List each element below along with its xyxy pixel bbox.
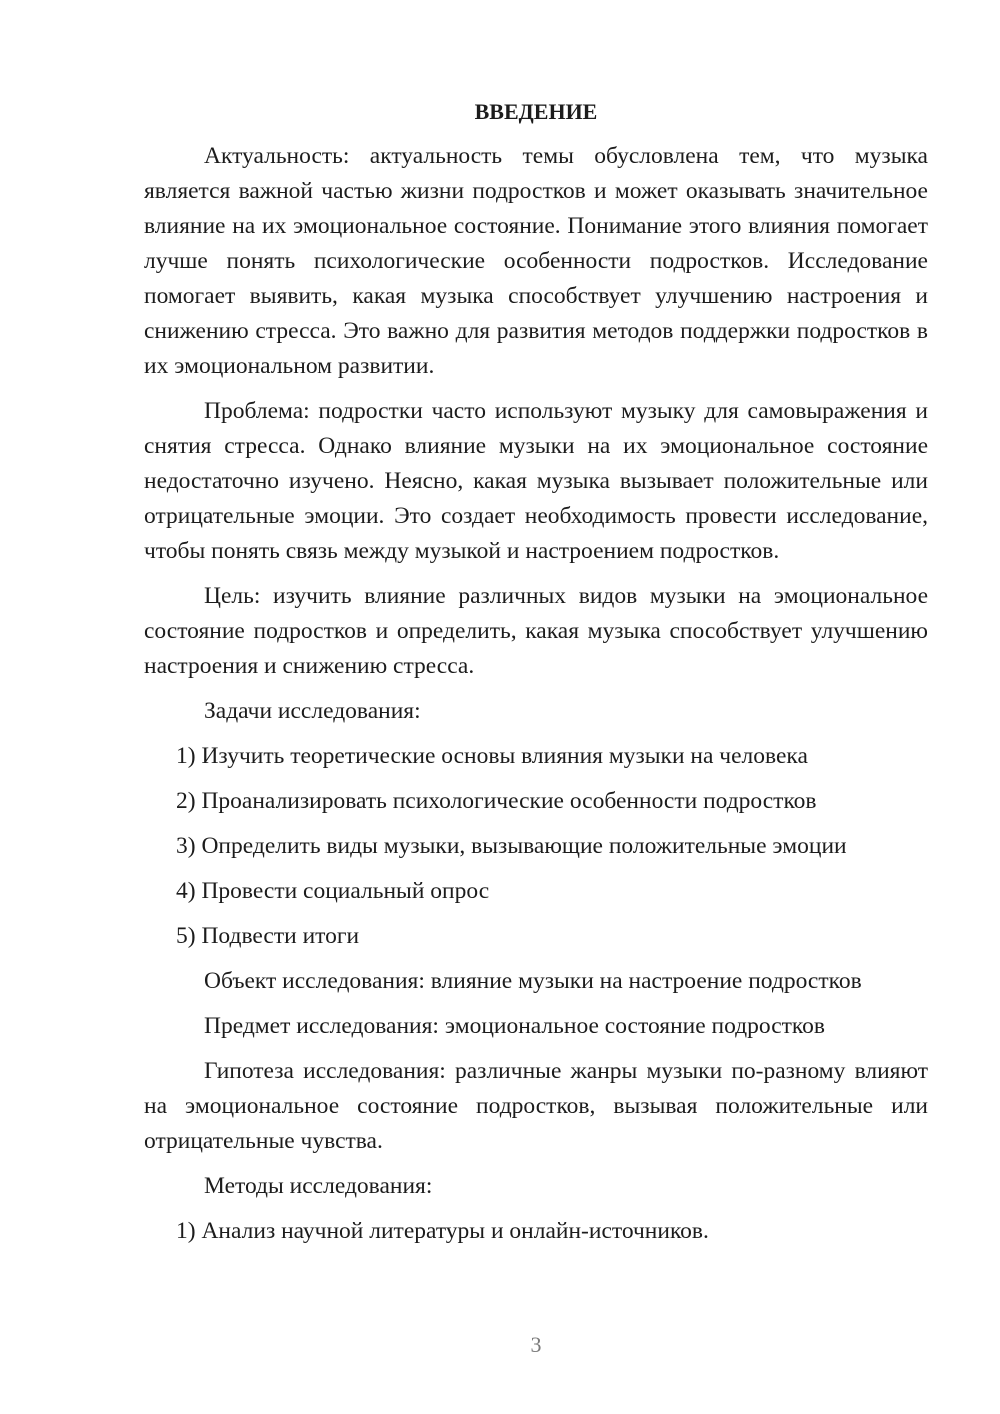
research-subject: Предмет исследования: эмоциональное состояние подростков xyxy=(204,1013,825,1039)
methods-heading: Методы исследования: xyxy=(204,1173,433,1199)
task-item: 3) Определить виды музыки, вызывающие положительные эмоции xyxy=(176,833,847,859)
problem-paragraph: Проблема: подростки часто используют музыку для самовыражения и снятия стресса. Однако влияние музыки на их эмоциональное состояние недостаточно изучено. Неясно, какая музыка вызывает положительные или отрицательные эмоции. Это создает необходимость провести исследование, чтобы понять связь между музыкой и настроением подростков. xyxy=(144,398,928,564)
page-number: 3 xyxy=(530,1332,542,1357)
task-item: 2) Проанализировать психологические особенности подростков xyxy=(176,788,817,814)
hypothesis-paragraph: Гипотеза исследования: различные жанры музыки по-разному влияют на эмоциональное состояние подростков, вызывая положительные или отрицательные чувства. xyxy=(144,1058,928,1154)
task-item: 4) Провести социальный опрос xyxy=(176,878,490,904)
method-item: 1) Анализ научной литературы и онлайн-источников. xyxy=(176,1218,709,1244)
relevance-paragraph: Актуальность: актуальность темы обусловлена тем, что музыка является важной частью жизни подростков и может оказывать значительное влияние на их эмоциональное состояние. Понимание этого влияния помогает лучше понять психологические особенности подростков. Исследование помогает выявить, какая музыка способствует улучшению настроения и снижению стресса. Это важно для развития методов поддержки подростков в их эмоциональном развитии. xyxy=(144,143,928,379)
tasks-heading: Задачи исследования: xyxy=(204,698,421,724)
task-item: 1) Изучить теоретические основы влияния музыки на человека xyxy=(176,743,808,769)
research-object: Объект исследования: влияние музыки на настроение подростков xyxy=(204,968,862,994)
task-item: 5) Подвести итоги xyxy=(176,923,360,949)
document-body xyxy=(144,94,928,1259)
goal-paragraph: Цель: изучить влияние различных видов музыки на эмоциональное состояние подростков и определить, какая музыка способствует улучшению настроения и снижению стресса. xyxy=(144,583,928,679)
page-title: ВВЕДЕНИЕ xyxy=(474,99,598,124)
